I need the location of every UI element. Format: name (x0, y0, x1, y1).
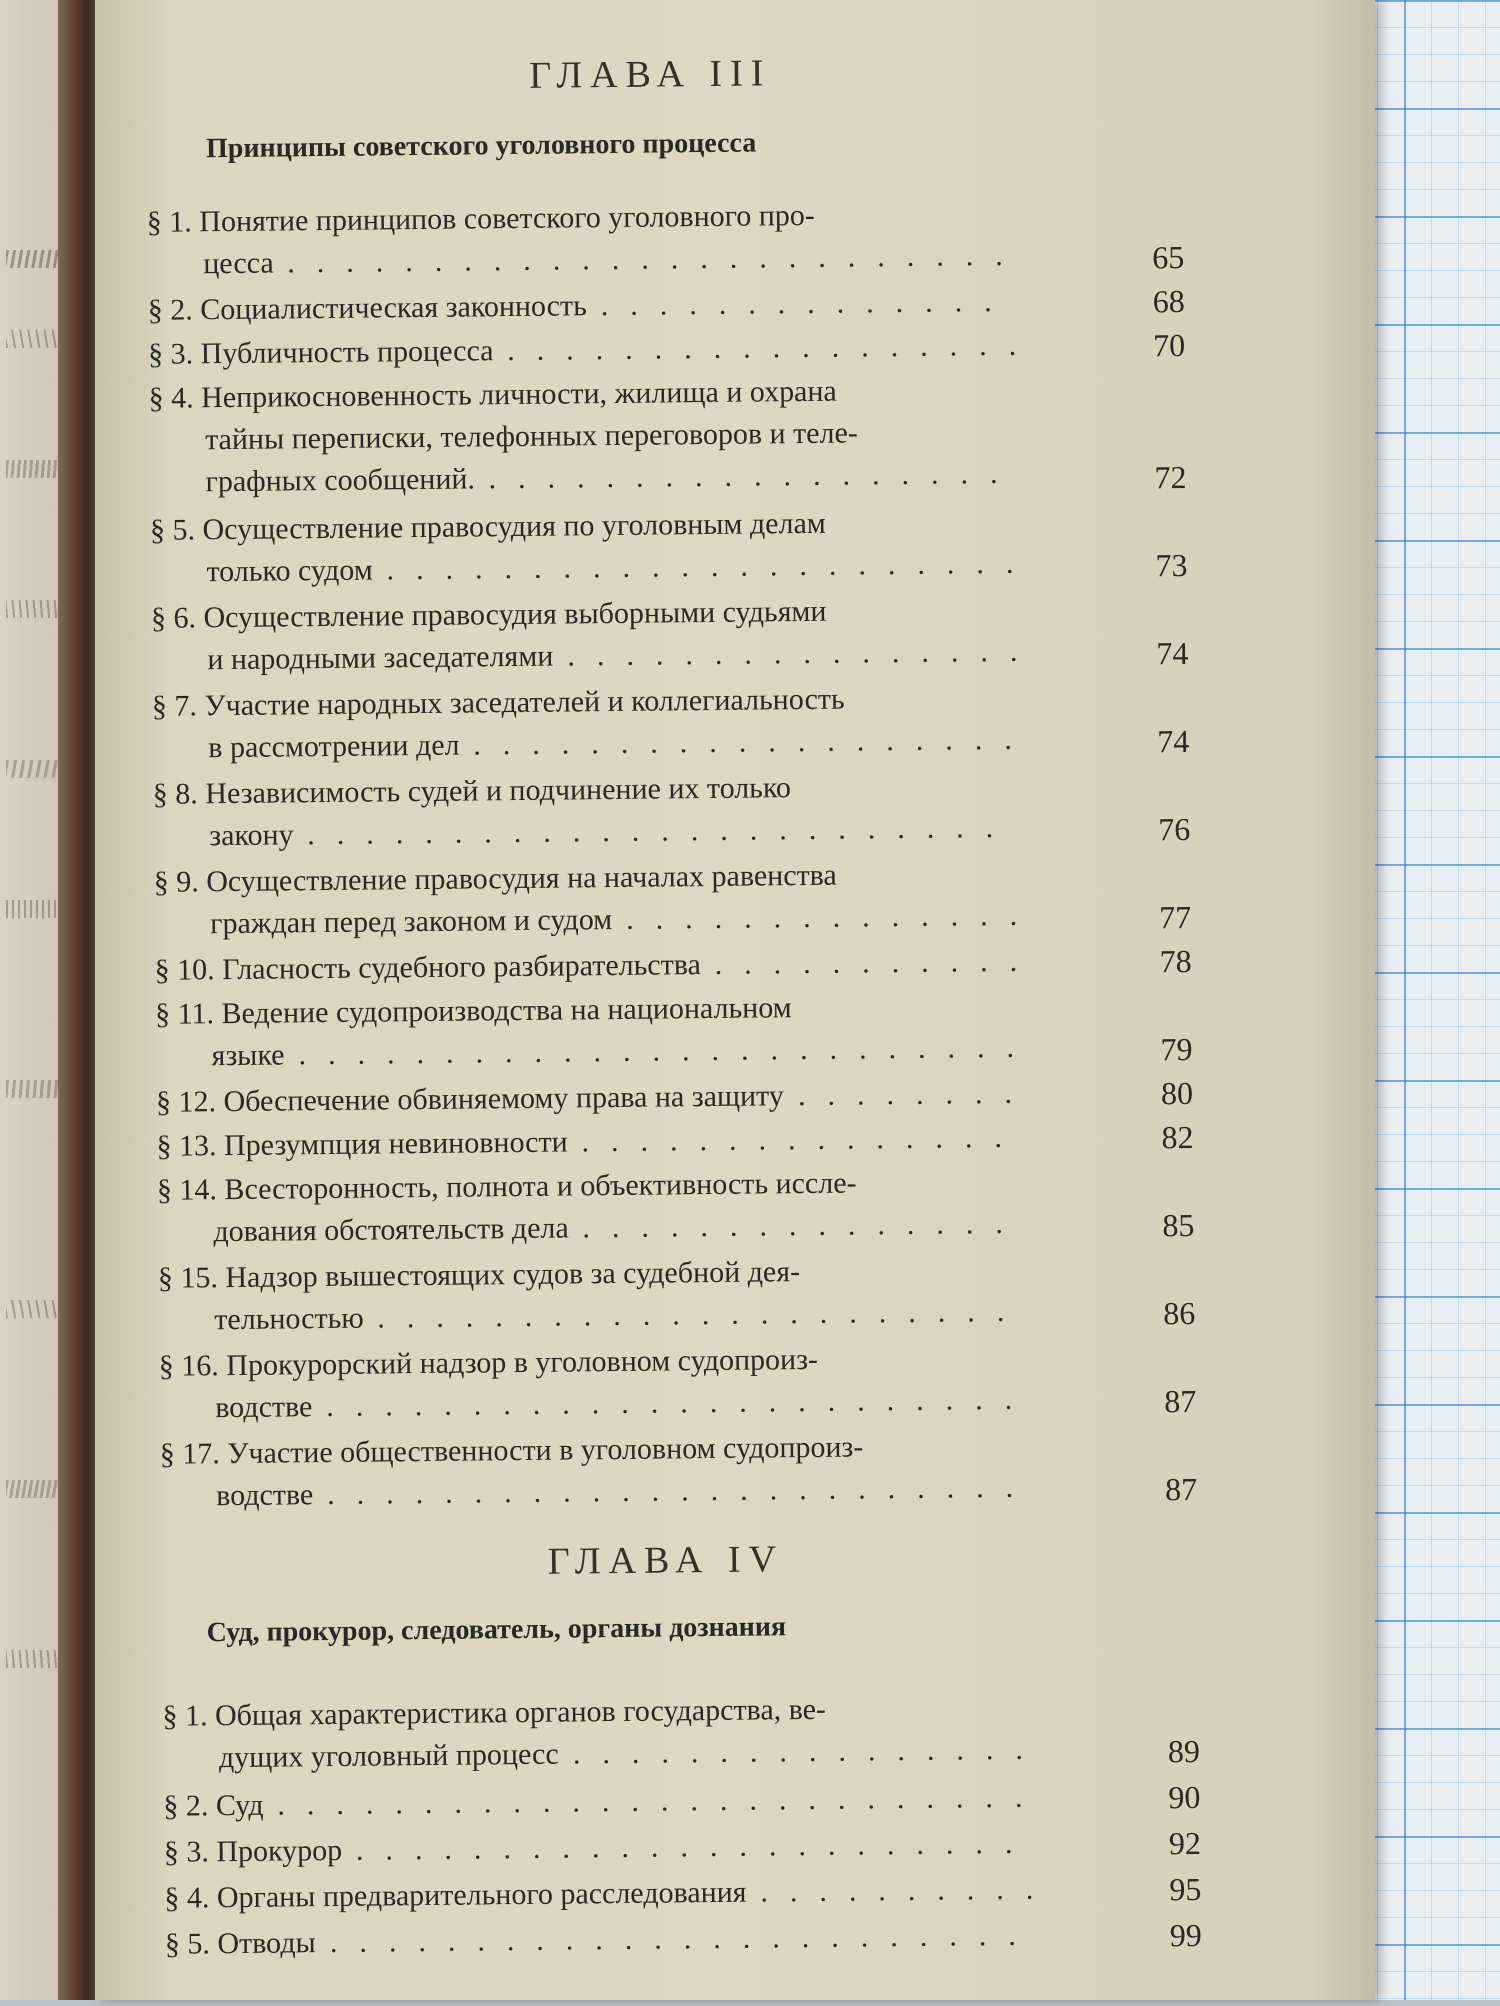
toc-page-number: 87 (1164, 1382, 1197, 1420)
toc-entry-line (163, 1776, 1083, 1828)
toc-entry (164, 1822, 1084, 1874)
toc-entry-text: и народными заседателями (207, 639, 554, 677)
book-page (95, 0, 1375, 2000)
toc-entry (164, 1868, 1084, 1920)
toc-entry-text: § 11. Ведение судопроизводства на национальном (154, 991, 792, 1031)
toc-entry-text: дущих уголовный процесс (218, 1737, 559, 1775)
toc-entry (156, 1072, 1076, 1124)
toc-entry-line (147, 234, 1067, 286)
toc-entry-line (154, 894, 1074, 946)
toc-entry-line (157, 1202, 1077, 1254)
toc-entry-text: § 5. Отводы (164, 1926, 316, 1961)
leader-dots: ......................... (287, 238, 1025, 280)
toc-entry-text: цесса (203, 246, 274, 281)
toc-entry-text: граждан перед законом и судом (210, 903, 613, 941)
toc-entry-line (164, 1868, 1084, 1920)
toc-page-number: 79 (1160, 1030, 1193, 1068)
chapter-3-title: Принципы советского уголовного процесса (205, 127, 757, 165)
toc-entry-text: § 6. Осуществление правосудия выборными судьями (150, 594, 827, 635)
toc-entry-text: § 4. Неприкосновенность личности, жилища и охрана (148, 374, 837, 415)
toc-entry-text: § 5. Осуществление правосудия по уголовным делам (149, 506, 826, 547)
toc-page-number: 90 (1168, 1778, 1201, 1816)
toc-entry (153, 764, 1074, 858)
toc-entry-text: § 4. Органы предварительного расследования (164, 1875, 747, 1915)
toc-entry-line (148, 324, 1068, 376)
toc-entry-text: § 13. Презумпция невиновности (156, 1125, 568, 1163)
leader-dots: .......... (760, 1872, 1056, 1909)
leader-dots: ................ (567, 634, 1040, 673)
toc-entry-line (156, 1116, 1076, 1168)
toc-entry-text: § 2. Суд (163, 1788, 264, 1823)
toc-entry-text: дования обстоятельств дела (213, 1211, 569, 1249)
toc-entry-text: водстве (215, 1478, 314, 1513)
toc-entry (151, 588, 1072, 682)
leader-dots: ....................... (355, 1826, 1035, 1867)
toc-page-number: 89 (1167, 1732, 1201, 1770)
leader-dots: ...................... (377, 1294, 1027, 1335)
toc-entry-line (153, 806, 1073, 858)
toc-page-number: 77 (1158, 898, 1192, 936)
toc-entry (150, 500, 1071, 594)
toc-entry-text: § 9. Осуществление правосудия на началах равенства (153, 858, 837, 899)
toc-entry-text: § 8. Независимость судей и подчинение их только (152, 771, 792, 811)
leader-dots: ........... (714, 944, 1040, 981)
toc-entry-text: § 2. Социалистическая законность (147, 289, 587, 327)
toc-entry (156, 1116, 1076, 1168)
toc-page-number: 99 (1169, 1916, 1203, 1954)
toc-page-number: 74 (1156, 634, 1189, 672)
toc-entry-line (155, 1026, 1075, 1078)
toc-entry (154, 852, 1075, 946)
toc-entry (155, 984, 1076, 1078)
toc-page-number: 78 (1159, 942, 1192, 980)
toc-entry-text: только судом (206, 553, 373, 589)
toc-page-number: 95 (1169, 1870, 1202, 1908)
toc-entry-line (159, 1378, 1079, 1430)
toc-entry-text: водстве (215, 1390, 313, 1425)
toc-entry-text: § 1. Общая характеристика органов государства, ве- (162, 1692, 827, 1733)
toc-entry-text: тайны переписки, телефонных переговоров и теле- (204, 416, 858, 457)
toc-page-number: 82 (1161, 1118, 1194, 1156)
toc-entry-text: в рассмотрении дел (208, 728, 460, 765)
toc-entry (147, 192, 1068, 286)
toc-entry-line (156, 1072, 1076, 1124)
toc-entry-line (149, 452, 1069, 504)
toc-entry-line (160, 1466, 1080, 1518)
toc-entry-line (154, 940, 1074, 992)
toc-entry-text: тельностью (214, 1301, 364, 1337)
toc-page-number: 74 (1157, 722, 1190, 760)
toc-entry-line (163, 1728, 1083, 1780)
leader-dots: .......................... (277, 1780, 1045, 1822)
toc-entry (157, 1160, 1078, 1254)
leader-dots: ...................... (386, 546, 1036, 587)
leader-dots: ........................ (329, 1918, 1038, 1960)
toc-entry-text: § 3. Публичность процесса (148, 334, 494, 371)
toc-entry-text: § 17. Участие общественности в уголовном судопроиз- (159, 1430, 864, 1471)
toc-entry-text: § 12. Обеспечение обвиняемому права на защиту (155, 1079, 784, 1119)
leader-dots: ................ (572, 1732, 1046, 1771)
toc-entry (159, 1336, 1080, 1430)
toc-entry (148, 324, 1068, 376)
toc-entry-line (165, 1914, 1085, 1966)
toc-page-number: 92 (1168, 1824, 1202, 1862)
toc-entry (152, 676, 1073, 770)
toc-entry-line (164, 1822, 1084, 1874)
leader-dots: ......................... (298, 1030, 1037, 1072)
toc-page-number: 85 (1162, 1206, 1195, 1244)
toc-page-number: 86 (1163, 1294, 1196, 1332)
toc-entry-text: § 16. Прокурорский надзор в уголовном судопроиз- (158, 1342, 819, 1383)
toc-entry-text: § 14. Всесторонность, полнота и объективность иссле- (156, 1166, 857, 1207)
toc-entry-text: языке (211, 1038, 285, 1073)
leader-dots: .............. (600, 284, 1014, 323)
toc-entry (162, 1686, 1083, 1780)
chapter-3-heading: ГЛАВА III (528, 52, 772, 97)
toc-entry-line (158, 1290, 1078, 1342)
toc-page-number: 70 (1152, 326, 1186, 364)
toc-entry-text: закону (209, 818, 294, 853)
toc-entry (148, 368, 1069, 504)
toc-entry (154, 940, 1074, 992)
toc-entry (165, 1914, 1085, 1966)
toc-page-number: 65 (1152, 238, 1185, 276)
toc-entry-text: § 7. Участие народных заседателей и коллегиальность (151, 682, 845, 723)
table-of-contents (145, 0, 1276, 2006)
toc-page-number: 87 (1164, 1470, 1198, 1508)
toc-entry (163, 1776, 1083, 1828)
toc-entry-line (151, 630, 1071, 682)
chapter-4-heading: ГЛАВА IV (547, 1538, 785, 1583)
toc-entry-text: § 10. Гласность судебного разбирательства (154, 948, 702, 987)
leader-dots: ........................ (326, 1470, 1036, 1512)
toc-entry-line (150, 542, 1070, 594)
toc-entry-text: § 15. Надзор вышестоящих судов за судебной дея- (157, 1255, 801, 1295)
toc-entry-text: § 3. Прокурор (163, 1833, 343, 1869)
leader-dots: ........................ (307, 810, 1016, 852)
toc-page-number: 68 (1152, 282, 1185, 320)
toc-entry-line (148, 280, 1068, 332)
toc-entry (160, 1424, 1081, 1518)
leader-dots: ........ (797, 1076, 1035, 1113)
toc-page-number: 73 (1155, 546, 1188, 584)
leader-dots: .............. (625, 898, 1040, 936)
toc-entry-line (152, 718, 1072, 770)
toc-page-number: 80 (1160, 1074, 1194, 1112)
toc-entry-text: графных сообщений. (205, 462, 476, 499)
chapter-4-title: Суд, прокурор, следователь, органы дознания (206, 1611, 787, 1649)
toc-entry-text: § 1. Понятие принципов советского уголовного про- (146, 198, 815, 239)
toc-entry (148, 280, 1068, 332)
toc-entry (158, 1248, 1079, 1342)
leader-dots: ............... (581, 1120, 1025, 1159)
toc-page-number: 76 (1158, 810, 1191, 848)
leader-dots: ............... (582, 1206, 1026, 1245)
leader-dots: ................... (473, 722, 1034, 762)
toc-page-number: 72 (1154, 458, 1187, 496)
leader-dots: ........................ (326, 1382, 1035, 1424)
leader-dots: .................. (488, 456, 1020, 496)
leader-dots: .................. (507, 328, 1039, 368)
